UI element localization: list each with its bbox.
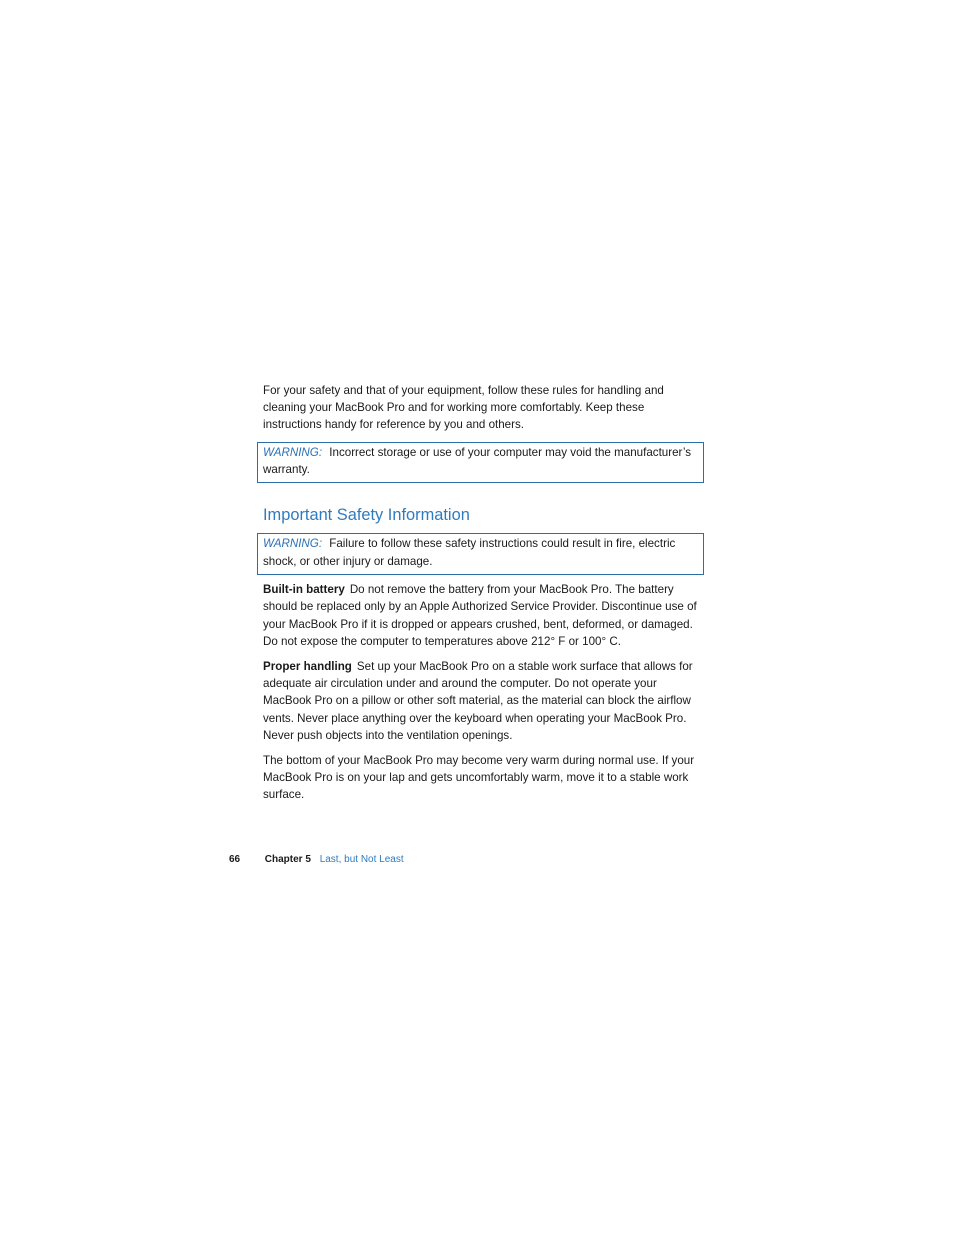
handling-title: Proper handling: [263, 660, 352, 674]
section-heading: Important Safety Information: [263, 506, 470, 525]
chapter-label: Chapter 5: [264, 854, 311, 865]
page-content: [263, 382, 704, 812]
intro-paragraph: For your safety and that of your equipment, follow these rules for handling and cleaning your MacBook Pro and for working more comfortably. Keep these instructions handy for reference by you and others.: [263, 384, 664, 432]
page-number: 66: [229, 854, 241, 865]
handling-paragraph: [263, 658, 704, 744]
warning-label: WARNING:: [263, 445, 323, 459]
chapter-title: Last, but Not Least: [319, 854, 404, 865]
warning-text: Incorrect storage or use of your computer may void the manufacturer’s warranty.: [263, 445, 692, 477]
handling-text: Set up your MacBook Pro on a stable work surface that allows for adequate air circulation under and around the computer. Do not operate your MacBook Pro on a pillow or other soft material, as the material can block the airflow vents. Never place anything over the keyboard when operating your MacBook Pro. Never push objects into the ventilation openings.: [263, 660, 693, 742]
battery-paragraph: [263, 581, 704, 650]
warning-box-storage: [257, 442, 704, 484]
warning-box-safety: [257, 533, 704, 575]
warning-label: WARNING:: [263, 537, 323, 551]
bottom-warm-paragraph: The bottom of your MacBook Pro may become very warm during normal use. If your MacBook Pro is on your lap and gets uncomfortably warm, move it to a stable work surface.: [263, 754, 695, 802]
battery-text: Do not remove the battery from your MacBook Pro. The battery should be replaced only by an Apple Authorized Service Provider. Discontinue use of your MacBook Pro if it is dropped or appears crushed, bent, deformed, or damaged. Do not expose the computer to temperatures above 212° F or 100° C.: [263, 583, 697, 648]
battery-title: Built-in battery: [263, 583, 345, 597]
page-footer: [229, 853, 404, 867]
warning-text: Failure to follow these safety instructions could result in fire, electric shock, or other injury or damage.: [263, 537, 676, 568]
